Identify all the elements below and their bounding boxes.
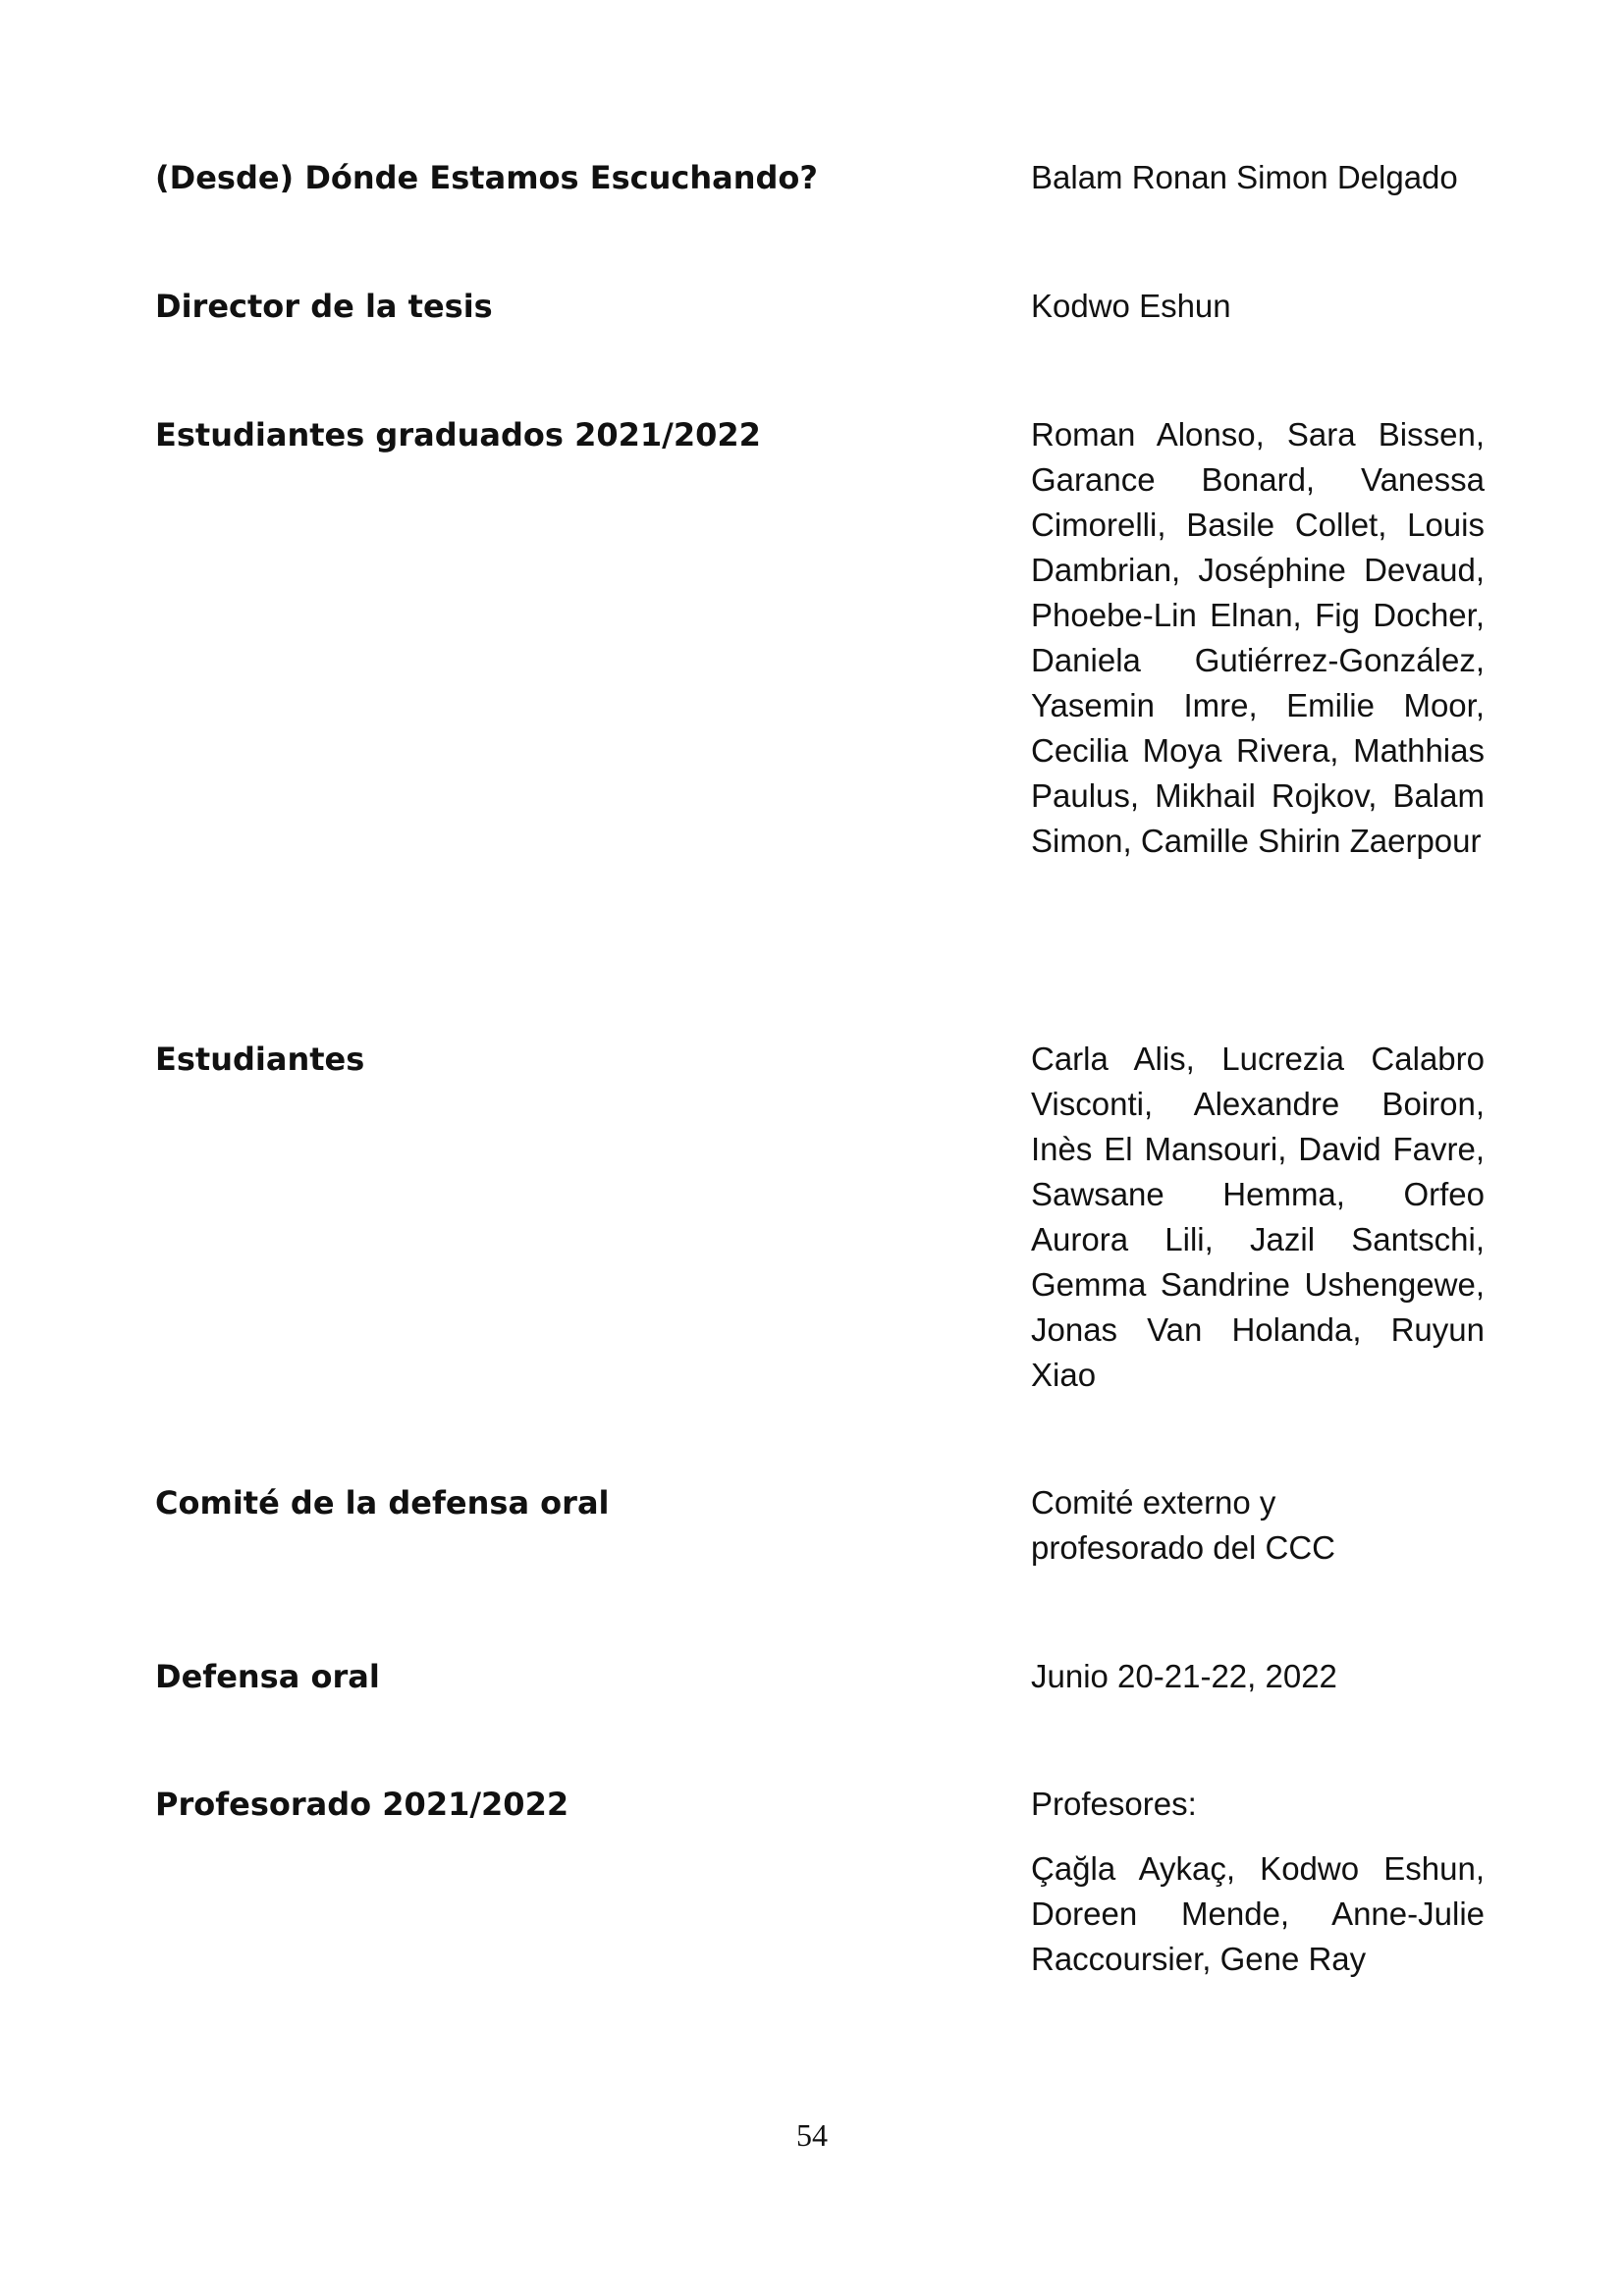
entry-value-block	[1031, 1782, 1485, 1982]
entry-label: Director de la tesis	[155, 288, 493, 325]
entry-value: Carla Alis, Lucrezia Calabro Visconti, Alexandre Boiron, Inès El Mansouri, David Favre, Sawsane Hemma, Orfeo Aurora Lili, Jazil Santschi, Gemma Sandrine Ushengewe, Jonas Van Holanda, Ruyun Xiao	[1031, 1041, 1485, 1393]
entry-value: Roman Alonso, Sara Bissen, Garance Bonard, Vanessa Cimorelli, Basile Collet, Louis Dambrian, Joséphine Devaud, Phoebe-Lin Elnan, Fig Docher, Daniela Gutiérrez-González, Yasemin Imre, Emilie Moor, Cecilia Moya Rivera, Mathhias Paulus, Mikhail Rojkov, Balam Simon, Camille Shirin Zaerpour	[1031, 416, 1485, 859]
entry-label: Estudiantes	[155, 1041, 365, 1078]
page-number: 54	[796, 2117, 828, 2153]
entry-value: Kodwo Eshun	[1031, 288, 1231, 324]
entry-value-heading: Profesores:	[1031, 1786, 1197, 1822]
entry-label: Defensa oral	[155, 1658, 380, 1695]
entry-label: Estudiantes graduados 2021/2022	[155, 416, 761, 454]
entry-label: Profesorado 2021/2022	[155, 1786, 569, 1823]
entry-value: Balam Ronan Simon Delgado	[1031, 159, 1458, 195]
entry-label: (Desde) Dónde Estamos Escuchando?	[155, 159, 818, 196]
entry-label: Comité de la defensa oral	[155, 1484, 610, 1522]
entry-value: Comité externo y profesorado del CCC	[1031, 1484, 1335, 1566]
entry-value: Junio 20-21-22, 2022	[1031, 1658, 1337, 1694]
entry-value: Çağla Aykaç, Kodwo Eshun, Doreen Mende, Anne-Julie Raccoursier, Gene Ray	[1031, 1850, 1485, 1977]
